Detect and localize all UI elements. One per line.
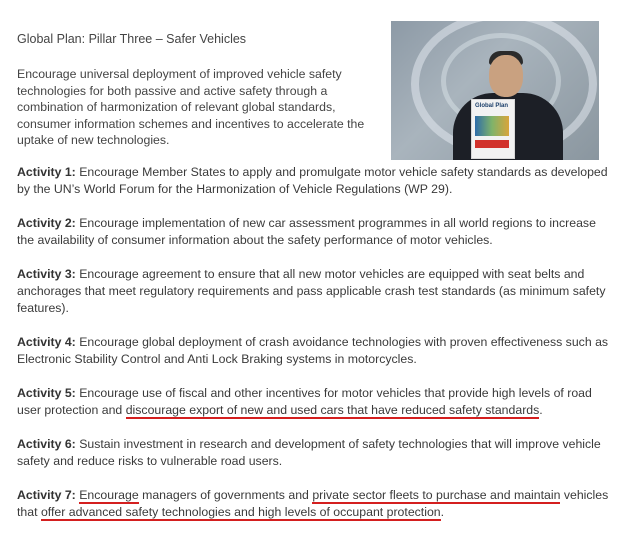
activity-label: Activity 1: — [17, 165, 76, 179]
activity-text: Encourage global deployment of crash avoidance technologies with proven effectiveness such as Electronic Stability Control and Anti Lock Braking systems in motorcycles. — [17, 335, 609, 366]
underlined-highlight: discourage export of new and used cars that have reduced safety standards — [125, 403, 540, 417]
underlined-highlight: Encourage — [79, 488, 139, 502]
activity-5 — [17, 385, 609, 419]
activity-label: Activity 3: — [17, 267, 76, 281]
activity-text: managers of governments and — [138, 488, 313, 502]
activity-label: Activity 7: — [17, 488, 76, 502]
speaker-photo — [391, 21, 599, 160]
activity-3 — [17, 266, 609, 317]
activity-label: Activity 5: — [17, 386, 76, 400]
underlined-highlight: offer advanced safety technologies and high levels of occupant protection — [40, 505, 441, 519]
booklet-title: Global Plan — [475, 103, 509, 109]
person-head-shape — [489, 55, 523, 97]
activity-text: Encourage agreement to ensure that all new motor vehicles are equipped with seat belts and anchorages that meet regulatory requirements and pass applicable crash test standards (as minimum safety features). — [17, 267, 606, 315]
activity-label: Activity 2: — [17, 216, 76, 230]
activity-text-end: . — [440, 505, 445, 519]
activity-text: Encourage Member States to apply and promulgate motor vehicle safety standards as developed by the UN’s World Forum for the Harmonization of Vehicle Regulations (WP 29). — [17, 165, 608, 196]
booklet-red-band — [475, 140, 509, 148]
global-plan-booklet — [471, 99, 515, 159]
activity-4 — [17, 334, 609, 368]
activity-list — [17, 164, 609, 538]
activity-label: Activity 4: — [17, 335, 76, 349]
activity-text: Sustain investment in research and development of safety technologies that will improve vehicle safety and reduce risks to vulnerable road users. — [17, 437, 601, 468]
activity-2 — [17, 215, 609, 249]
booklet-cover-image — [475, 116, 509, 136]
activity-7 — [17, 487, 609, 521]
activity-1 — [17, 164, 609, 198]
activity-text: Encourage implementation of new car assessment programmes in all world regions to increase the availability of consumer information about the safety performance of motor vehicles. — [17, 216, 596, 247]
activity-text-end: . — [539, 403, 543, 417]
activity-label: Activity 6: — [17, 437, 76, 451]
pillar-title: Global Plan: Pillar Three – Safer Vehicles — [17, 32, 247, 46]
activity-6 — [17, 436, 609, 470]
pillar-intro: Encourage universal deployment of improved vehicle safety technologies for both passive and active safety through a combination of harmonization of relevant global standards, consumer information schemes and incentives to accelerate the uptake of new technologies. — [17, 67, 365, 147]
activity-text: Encourage use of fiscal and other incentives for motor vehicles that provide high levels of road user protection and — [17, 386, 592, 417]
underlined-highlight: private sector fleets to purchase and maintain — [312, 488, 561, 502]
activity-text: vehicles that — [17, 488, 609, 519]
